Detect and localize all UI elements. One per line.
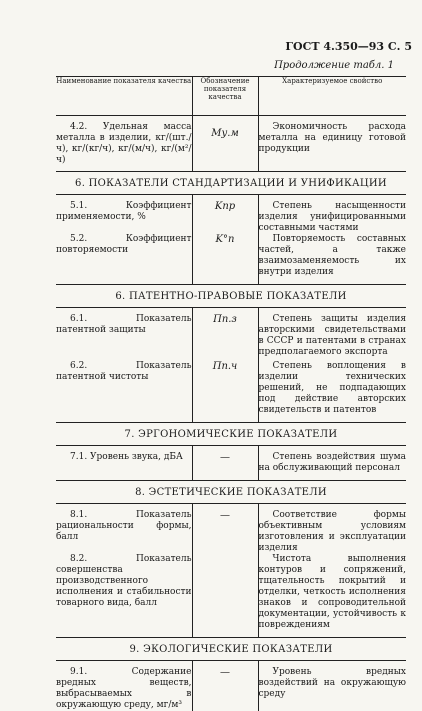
indicator-name: 4.2. Удельная масса металла в изделии, кг/(шт./ч), кг/(кг/ч), кг/(м/ч), кг/(м²/ч)	[56, 122, 192, 166]
table-row	[56, 361, 406, 423]
column-header-desc: Характеризуемое свойство	[258, 77, 406, 116]
indicator-desc: Повторяемость составных частей, а также взаимозаменяемость их внутри изделия	[259, 234, 407, 278]
table-row	[56, 446, 406, 481]
indicator-name: 7.1. Уровень звука, дБА	[56, 452, 192, 463]
section-heading-row	[56, 423, 406, 446]
indicator-desc: Соответствие формы объективным условиям изготовления и эксплуатации изделия	[259, 510, 407, 554]
section-heading-row	[56, 285, 406, 308]
table-header-row	[56, 77, 406, 116]
section-heading-row	[56, 638, 406, 661]
table-row	[56, 116, 406, 172]
table-continuation-label: Продолжение табл. 1	[274, 60, 394, 71]
column-header-symbol: Обозначение показателя качества	[192, 77, 258, 116]
indicator-name: 8.1. Показатель рациональности формы, балл	[56, 510, 192, 543]
indicator-desc: Экономичность расхода металла на единицу готовой продукции	[259, 122, 407, 155]
indicator-symbol: Mу.м	[193, 128, 258, 139]
indicator-symbol: —	[193, 452, 258, 463]
section-title: 9. ЭКОЛОГИЧЕСКИЕ ПОКАЗАТЕЛИ	[56, 638, 406, 661]
indicator-name: 5.2. Коэффициент повторяемости	[56, 234, 192, 256]
section-title: 8. ЭСТЕТИЧЕСКИЕ ПОКАЗАТЕЛИ	[56, 481, 406, 504]
section-title: 7. ЭРГОНОМИЧЕСКИЕ ПОКАЗАТЕЛИ	[56, 423, 406, 446]
indicator-symbol: —	[193, 667, 258, 678]
table-row	[56, 234, 406, 285]
section-title: 6. ПАТЕНТНО-ПРАВОВЫЕ ПОКАЗАТЕЛИ	[56, 285, 406, 308]
section-heading-row	[56, 481, 406, 504]
table-row	[56, 504, 406, 555]
indicator-name: 8.2. Показатель совершенства производственного исполнения и стабильности товарного вида, балл	[56, 554, 192, 609]
section-title: 6. ПОКАЗАТЕЛИ СТАНДАРТИЗАЦИИ И УНИФИКАЦИИ	[56, 172, 406, 195]
indicator-desc: Степень насыщенности изделия унифицированными составными частями	[259, 201, 407, 234]
indicator-name: 9.1. Содержание вредных веществ, выбрасываемых в окружающую среду, мг/м³	[56, 667, 192, 711]
indicator-symbol: Kпр	[193, 201, 258, 212]
standard-header: ГОСТ 4.350—93 С. 5	[285, 40, 412, 53]
indicator-name: 6.2. Показатель патентной чистоты	[56, 361, 192, 383]
indicator-desc: Степень воплощения в изделии технических решений, не подпадающих под действие авторских свидетельств и патентов	[259, 361, 407, 416]
indicator-symbol: —	[193, 510, 258, 521]
table-row	[56, 308, 406, 362]
indicator-desc: Степень воздействия шума на обслуживающий персонал	[259, 452, 407, 474]
section-heading-row	[56, 172, 406, 195]
table-row	[56, 661, 406, 711]
indicator-symbol: Пп.ч	[193, 361, 258, 372]
table-row	[56, 195, 406, 235]
indicator-symbol: Пп.з	[193, 314, 258, 325]
table-row	[56, 554, 406, 638]
indicator-desc: Уровень вредных воздействий на окружающую среду	[259, 667, 407, 700]
indicator-symbol: K°п	[193, 234, 258, 245]
indicator-desc: Чистота выполнения контуров и сопряжений, тщательность покрытий и отделки, четкость исполнения знаков и сопроводительной документации, устойчивость к повреждениям	[259, 554, 407, 631]
indicator-name: 5.1. Коэффициент применяемости, %	[56, 201, 192, 223]
quality-indicators-table	[56, 76, 406, 711]
indicator-desc: Степень защиты изделия авторскими свидетельствами в СССР и патентами в странах предполагаемого экспорта	[259, 314, 407, 358]
column-header-name: Наименование показателя качества	[56, 77, 192, 116]
indicator-name: 6.1. Показатель патентной защиты	[56, 314, 192, 336]
